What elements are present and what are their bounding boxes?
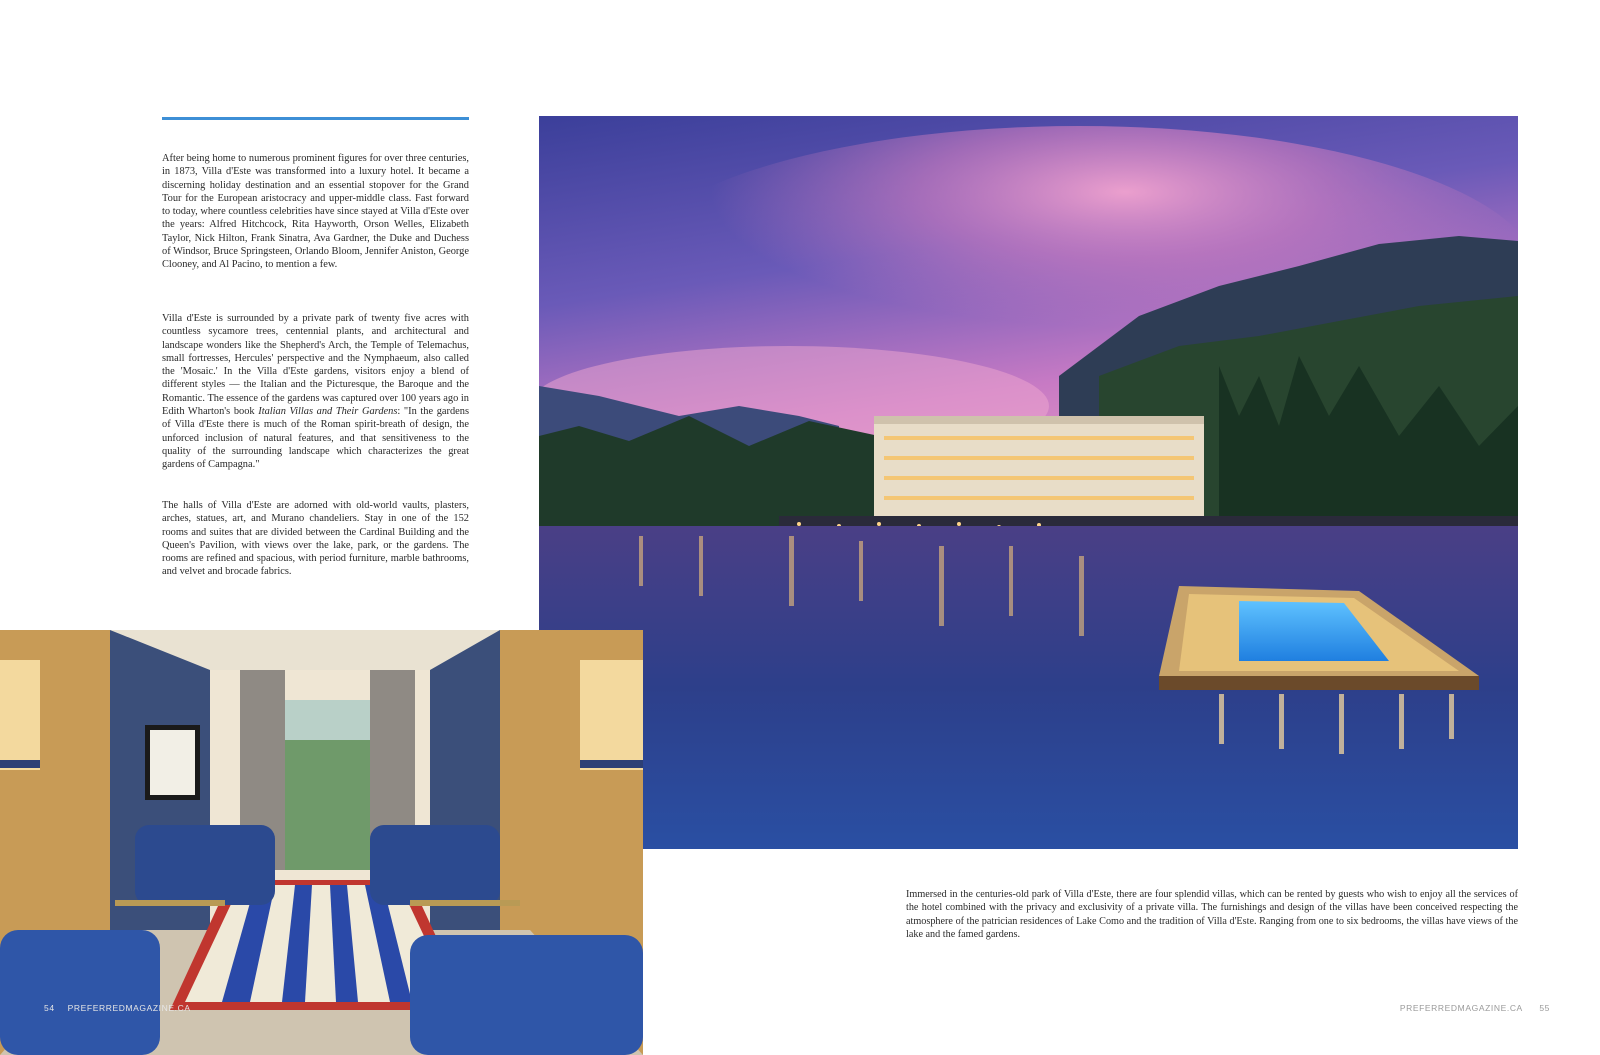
body-paragraph-3: The halls of Villa d'Este are adorned with old-world vaults, plasters, arches, statues, art, and Murano chandeliers. Stay in one of the 152 rooms and suites that are divided between the Cardinal Building and the Queen's Pavilion, with views over the lake, park, or the gardens. The rooms are refined and spacious, with period furniture, marble bathrooms, and velvet and brocade fabrics. (162, 500, 469, 578)
accent-rule (162, 117, 469, 120)
page-number-left: 54 (44, 1003, 55, 1013)
site-name-left: PREFERREDMAGAZINE.CA (67, 1003, 191, 1013)
footer-right (1400, 1003, 1550, 1013)
body-paragraph-2: Villa d'Este is surrounded by a private park of twenty five acres with countless sycamore trees, centennial plants, and architectural and landscape wonders like the Shepherd's Arch, the Temple of Telemachus, small fortresses, Hercules' perspective and the Nymphaeum, also called the 'Mosaic.' In the Villa d'Este gardens, visitors enjoy a blend of different styles — the Italian and the Picturesque, the Baroque and the Romantic. The essence of the gardens was captured over 100 years ago in Edith Wharton's book Italian Villas and Their Gardens: "In the gardens of Villa d'Este there is much of the Roman spirit-breath of design, the unforced inclusion of natural features, and that sensitiveness to the quality of the surrounding landscape which characterizes the great gardens of Campagna." (162, 313, 470, 471)
footer-left (44, 1003, 191, 1013)
villa-room-photo (0, 630, 643, 1055)
page-number-right: 55 (1539, 1003, 1550, 1013)
site-name-right: PREFERREDMAGAZINE.CA (1399, 1003, 1523, 1013)
hotel-lake-photo (539, 116, 1518, 849)
book-title: Italian Villas and Their Gardens (258, 406, 398, 418)
body-paragraph-1: After being home to numerous prominent figures for over three centuries, in 1873, Villa d'Este was transformed into a luxury hotel. It became a discerning holiday destination and an essential stopover for the Grand Tour for the European aristocracy and upper-middle class. Fast forward to today, where countless celebrities have since stayed at Villa d'Este over the years: Alfred Hitchcock, Rita Hayworth, Orson Welles, Elizabeth Taylor, Nick Hilton, Frank Sinatra, Ava Gardner, the Duke and Duchess of Windsor, Bruce Springsteen, Orlando Bloom, Jennifer Aniston, George Clooney, and Al Pacino, to mention a few. (162, 153, 469, 271)
villa-caption: Immersed in the centuries-old park of Villa d'Este, there are four splendid villas, which can be rented by guests who wish to enjoy all the services of the hotel combined with the privacy and exclusivity of a private villa. The furnishings and design of the villas have been conceived respecting the atmosphere of the patrician residences of Lake Como and the tradition of Villa d'Este. Ranging from one to six bedrooms, the villas have views of the lake and the famed gardens. (906, 889, 1518, 941)
